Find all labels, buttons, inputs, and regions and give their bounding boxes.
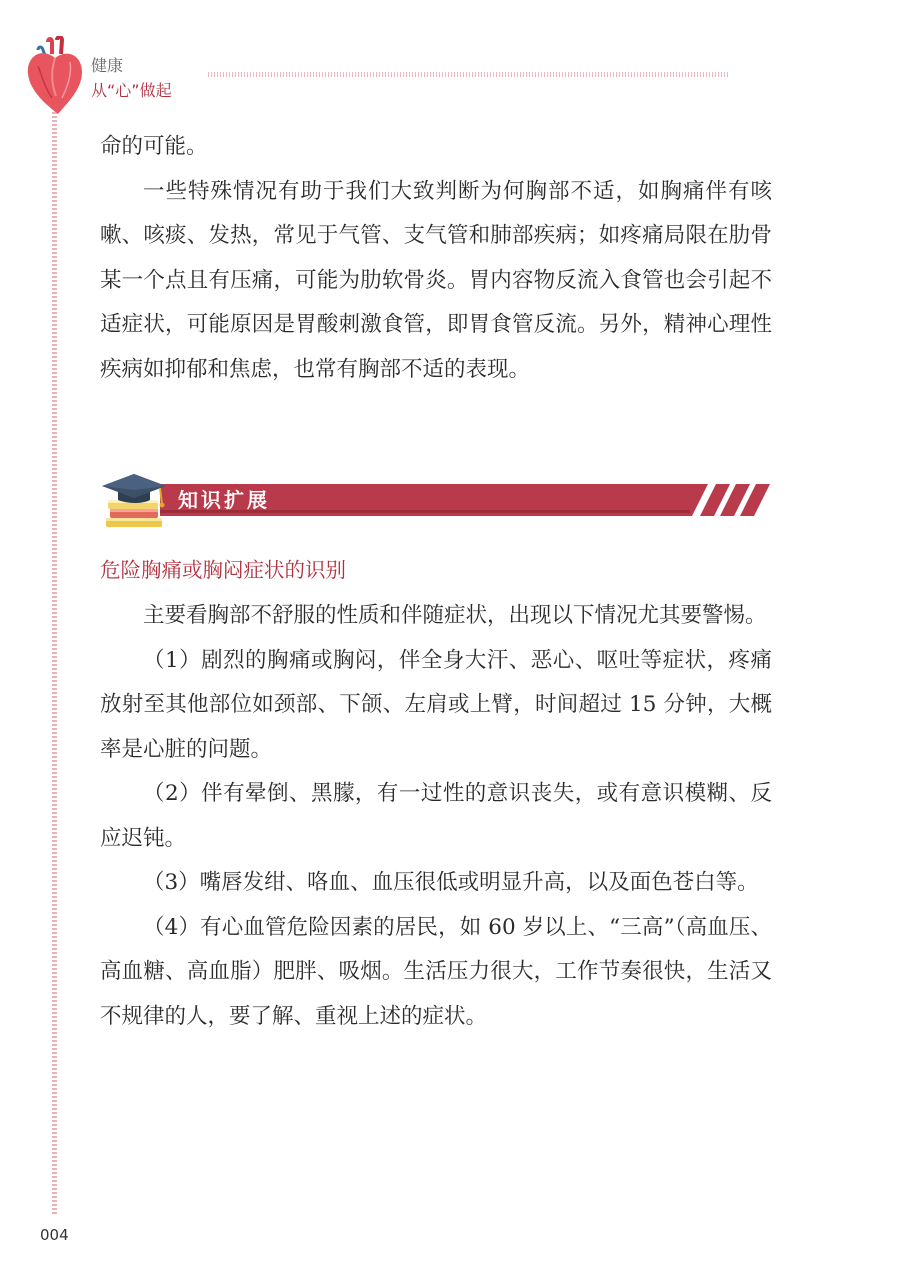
banner-label: 知识扩展 [178,488,270,512]
list-item: （1）剧烈的胸痛或胸闷，伴全身大汗、恶心、呕吐等症状，疼痛放射至其他部位如颈部、下颌、左肩或上臂，时间超过 15 分钟，大概率是心脏的问题。 [100,647,772,762]
page-content [100,125,772,1039]
paragraph-continuation: 命的可能。 [100,134,208,159]
heart-icon [26,36,84,116]
header-dotted-rule [208,72,728,77]
header-subtitle: 从“心”做起 [91,81,172,100]
section-intro: 主要看胸部不舒服的性质和伴随症状，出现以下情况尤其要警惕。 [143,603,767,628]
list-item: （2）伴有晕倒、黑朦，有一过性的意识丧失，或有意识模糊、反应迟钝。 [100,781,772,851]
paragraph-chest-discomfort: 一些特殊情况有助于我们大致判断为何胸部不适，如胸痛伴有咳嗽、咳痰、发热，常见于气管、支气管和肺部疾病；如疼痛局限在肋骨某一个点且有压痛，可能为肋软骨炎。胃内容物反流入食管也会引起不适症状，可能原因是胃酸刺激食管，即胃食管反流。另外，精神心理性疾病如抑郁和焦虑，也常有胸部不适的表现。 [100,178,772,382]
section-heading: 危险胸痛或胸闷症状的识别 [100,558,346,582]
header-title: 健康 [91,56,124,75]
side-dotted-rule [52,112,57,1214]
graduation-cap-books-icon [100,470,168,532]
list-item: （3）嘴唇发绀、咯血、血压很低或明显升高，以及面色苍白等。 [143,870,759,895]
page-number: 004 [40,1226,69,1244]
knowledge-extension-banner [100,470,772,532]
list-item: （4）有心血管危险因素的居民，如 60 岁以上、“三高”（高血压、高血糖、高血脂）肥胖、吸烟。生活压力很大，工作节奏很快，生活又不规律的人，要了解、重视上述的症状。 [100,914,772,1029]
